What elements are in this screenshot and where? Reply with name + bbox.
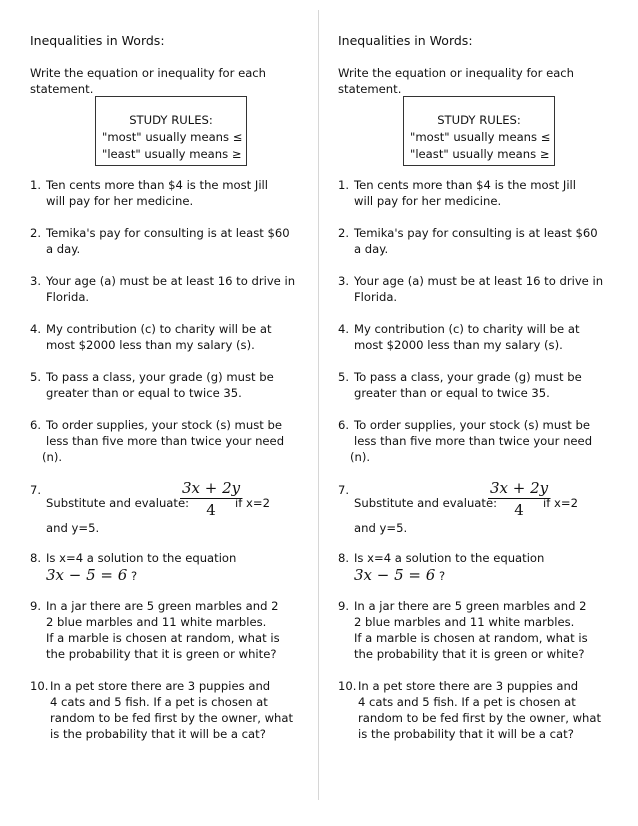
question-line: Florida. [46,290,90,304]
question-line: In a pet store there are 3 puppies and [358,679,579,693]
study-rules-heading: STUDY RULES: [129,113,213,127]
question-line: To pass a class, your grade (g) must be [354,370,582,384]
question-text [350,417,626,465]
fraction-numerator: 3x + 2y [182,479,241,497]
study-rules-box [95,96,247,166]
question-line: Your age (a) must be at least 16 to drive in [354,274,604,288]
worksheet-title: Inequalities in Words: [338,33,473,48]
question-text [354,550,626,584]
question-mark: ? [131,569,138,583]
fraction-expression [488,478,550,521]
equation-expression: 3x − 5 = 6 [354,566,436,584]
question-line: 2 blue marbles and 11 white marbles. [354,615,575,629]
question-lead: Substitute and evaluate: [354,496,497,510]
question-number: 6. [30,418,42,432]
question-line: In a jar there are 5 green marbles and 2 [354,599,587,613]
question-number: 10. [30,679,49,693]
rule-most: "most" usually means ≤ [102,130,243,144]
question-line: the probability that it is green or white? [354,647,585,661]
question-text [354,369,626,401]
question-line: In a jar there are 5 green marbles and 2 [46,599,279,613]
question-number: 4. [338,322,350,336]
question-line: Is x=4 a solution to the equation [46,551,237,565]
question-number: 9. [338,599,350,613]
question-lead: Substitute and evaluate: [46,496,189,510]
question-condition: if x=2 [543,496,578,510]
question-text [354,225,626,257]
study-rules-heading: STUDY RULES: [437,113,521,127]
question-text [46,369,318,401]
question-line: Florida. [354,290,398,304]
instruction-line: Write the equation or inequality for each [30,66,267,80]
question-line: (n). [350,450,371,464]
instructions [338,65,608,97]
fraction-expression [180,478,242,521]
question-line: most $2000 less than my salary (s). [46,338,255,352]
question-text [46,177,318,209]
instructions [30,65,300,97]
question-mark: ? [439,569,446,583]
question-line: Temika's pay for consulting is at least $60 [354,226,598,240]
instruction-line: statement. [338,82,402,96]
question-line: and y=5. [354,521,408,535]
question-number: 2. [338,226,350,240]
fraction-denominator: 4 [514,501,524,519]
question-line: and y=5. [46,521,100,535]
question-line: less than five more than twice your need [354,434,593,448]
study-rules-box [403,96,555,166]
question-text [50,678,322,742]
question-line: most $2000 less than my salary (s). [354,338,563,352]
question-line: Ten cents more than $4 is the most Jill [354,178,576,192]
question-text [46,273,318,305]
question-line: 4 cats and 5 fish. If a pet is chosen at [358,695,576,709]
question-text [46,598,318,662]
question-text [46,550,318,584]
question-text [46,225,318,257]
question-line: To order supplies, your stock (s) must be [354,418,590,432]
fraction-denominator: 4 [206,501,216,519]
question-line: the probability that it is green or white? [46,647,277,661]
question-number: 6. [338,418,350,432]
equation-expression: 3x − 5 = 6 [46,566,128,584]
question-line: To order supplies, your stock (s) must be [46,418,282,432]
question-line: random to be fed first by the owner, what [358,711,602,725]
question-number: 7. [30,483,42,497]
question-text [42,417,318,465]
question-condition: if x=2 [235,496,270,510]
question-number: 9. [30,599,42,613]
question-number: 2. [30,226,42,240]
question-line: random to be fed first by the owner, what [50,711,294,725]
question-text [354,273,626,305]
question-number: 10. [338,679,357,693]
question-text [354,177,626,209]
question-number: 7. [338,483,350,497]
question-number: 3. [30,274,42,288]
question-text [354,321,626,353]
question-line: My contribution (c) to charity will be at [354,322,580,336]
question-text [354,598,626,662]
question-number: 3. [338,274,350,288]
question-line: 4 cats and 5 fish. If a pet is chosen at [50,695,268,709]
question-line: To pass a class, your grade (g) must be [46,370,274,384]
question-line: Temika's pay for consulting is at least $60 [46,226,290,240]
worksheet-column-left [30,0,320,826]
question-line: If a marble is chosen at random, what is [46,631,280,645]
instruction-line: statement. [30,82,94,96]
question-line: will pay for her medicine. [354,194,502,208]
question-number: 5. [338,370,350,384]
question-line: greater than or equal to twice 35. [46,386,242,400]
worksheet-column-right [338,0,628,826]
question-line: Is x=4 a solution to the equation [354,551,545,565]
question-line: a day. [354,242,389,256]
question-line: is the probability that it will be a cat? [358,727,574,741]
rule-least: "least" usually means ≥ [102,147,242,161]
question-line: Ten cents more than $4 is the most Jill [46,178,268,192]
question-number: 1. [338,178,350,192]
fraction-numerator: 3x + 2y [490,479,549,497]
question-line: will pay for her medicine. [46,194,194,208]
question-line: My contribution (c) to charity will be at [46,322,272,336]
question-line: Your age (a) must be at least 16 to drive in [46,274,296,288]
question-line: is the probability that it will be a cat? [50,727,266,741]
question-number: 4. [30,322,42,336]
question-text [358,678,630,742]
question-number: 8. [338,551,350,565]
question-line: a day. [46,242,81,256]
question-line: less than five more than twice your need [46,434,285,448]
question-line: (n). [42,450,63,464]
rule-most: "most" usually means ≤ [410,130,551,144]
question-number: 8. [30,551,42,565]
rule-least: "least" usually means ≥ [410,147,550,161]
question-line: In a pet store there are 3 puppies and [50,679,271,693]
question-line: greater than or equal to twice 35. [354,386,550,400]
question-text [46,321,318,353]
question-line: 2 blue marbles and 11 white marbles. [46,615,267,629]
worksheet-title: Inequalities in Words: [30,33,165,48]
question-line: If a marble is chosen at random, what is [354,631,588,645]
question-number: 5. [30,370,42,384]
question-number: 1. [30,178,42,192]
instruction-line: Write the equation or inequality for each [338,66,575,80]
